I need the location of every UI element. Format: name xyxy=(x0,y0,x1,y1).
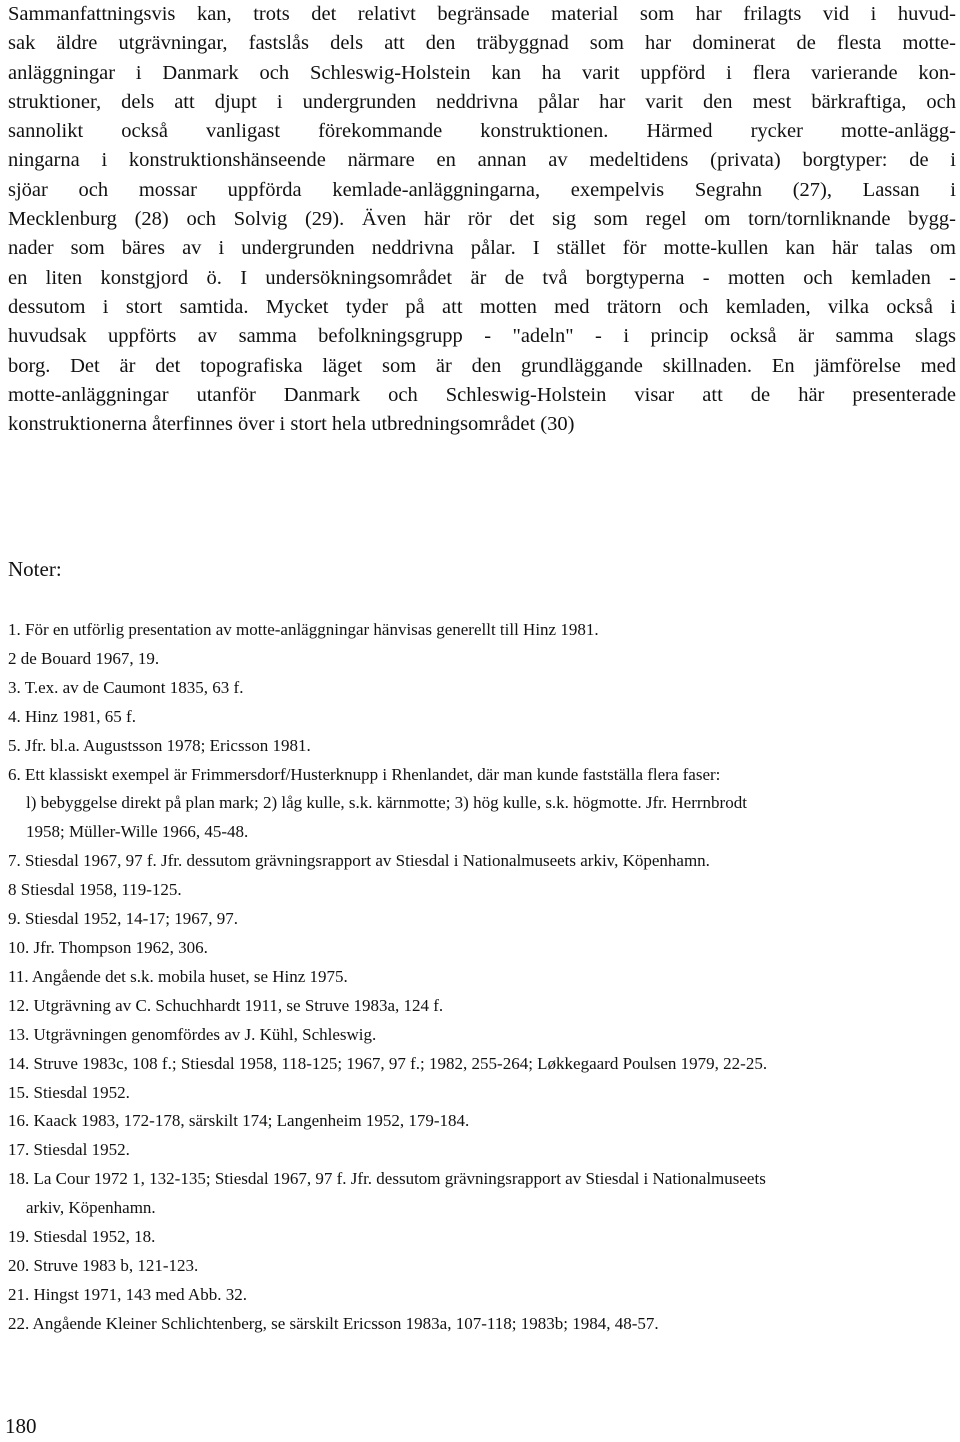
note-continuation-line: arkiv, Köpenhamn. xyxy=(26,1198,156,1218)
paragraph-line: sak äldre utgrävningar, fastslås dels att den träbyggnad som har dominerat de flesta motte- xyxy=(8,32,956,55)
note-line: 14. Struve 1983c, 108 f.; Stiesdal 1958, 118-125; 1967, 97 f.; 1982, 255-264; Løkkegaard Poulsen 1979, 22-25. xyxy=(8,1053,768,1073)
note-line: 2 de Bouard 1967, 19. xyxy=(8,648,160,668)
note-continuation-line: l) bebyggelse direkt på plan mark; 2) låg kulle, s.k. kärnmotte; 3) hög kulle, s.k. högmotte. Jfr. Herrnbrodt xyxy=(26,793,747,813)
note-line: 15. Stiesdal 1952. xyxy=(8,1082,130,1102)
note-line: 3. T.ex. av de Caumont 1835, 63 f. xyxy=(8,677,244,697)
note-line: 11. Angående det s.k. mobila huset, se Hinz 1975. xyxy=(8,966,348,986)
note-line: 22. Angående Kleiner Schlichtenberg, se särskilt Ericsson 1983a, 107-118; 1983b; 1984, 48-57. xyxy=(8,1313,659,1333)
note-line: 7. Stiesdal 1967, 97 f. Jfr. dessutom grävningsrapport av Stiesdal i Nationalmuseets arkiv, Köpenhamn. xyxy=(8,851,710,871)
note-line: 1. För en utförlig presentation av motte-anläggningar hänvisas generellt till Hinz 1981. xyxy=(8,620,599,639)
note-line: 16. Kaack 1983, 172-178, särskilt 174; Langenheim 1952, 179-184. xyxy=(8,1111,470,1131)
note-continuation-line: 1958; Müller-Wille 1966, 45-48. xyxy=(26,822,249,842)
paragraph-line: en liten konstgjord ö. I undersökningsområdet är de två borgtyperna - motten och kemladen - xyxy=(8,266,956,289)
note-line: 21. Hingst 1971, 143 med Abb. 32. xyxy=(8,1284,247,1304)
note-line: 8 Stiesdal 1958, 119-125. xyxy=(8,880,182,900)
paragraph-line: dessutom i stort samtida. Mycket tyder på att motten med trätorn och kemladen, vilka också i xyxy=(8,295,956,318)
note-line: 5. Jfr. bl.a. Augustsson 1978; Ericsson 1981. xyxy=(8,735,311,755)
paragraph-line: anläggningar i Danmark och Schleswig-Holstein kan ha varit uppförd i flera varierande kon- xyxy=(8,61,956,84)
paragraph-line: Sammanfattningsvis kan, trots det relativt begränsade material som har frilagts vid i huvud- xyxy=(8,3,956,25)
paragraph-line: sjöar och mossar uppförda kemlade-anläggningarna, exempelvis Segrahn (27), Lassan i xyxy=(8,178,956,201)
paragraph-line: sannolikt också vanligast förekommande konstruktionen. Härmed rycker motte-anlägg- xyxy=(8,120,956,143)
note-line: 4. Hinz 1981, 65 f. xyxy=(8,706,136,726)
note-line: 6. Ett klassiskt exempel är Frimmersdorf/Husterknupp i Rhenlandet, där man kunde fastställa flera faser: xyxy=(8,764,721,784)
paragraph-line: borg. Det är det topografiska läget som är den grundläggande skillnaden. En jämförelse med xyxy=(8,354,956,377)
note-line: 13. Utgrävningen genomfördes av J. Kühl, Schleswig. xyxy=(8,1024,377,1044)
note-line: 17. Stiesdal 1952. xyxy=(8,1140,130,1160)
main-paragraph xyxy=(8,0,956,439)
paragraph-line: motte-anläggningar utanför Danmark och Schleswig-Holstein visar att de här presenterade xyxy=(8,383,956,406)
paragraph-line: struktioner, dels att djupt i undergrunden neddrivna pålar har varit den mest bärkraftiga, och xyxy=(8,90,956,113)
notes-list xyxy=(8,616,948,1339)
note-line: 10. Jfr. Thompson 1962, 306. xyxy=(8,937,208,957)
paragraph-line: nader som bäres av i undergrunden neddrivna pålar. I stället för motte-kullen kan här talas om xyxy=(8,237,956,260)
paragraph-line: Mecklenburg (28) och Solvig (29). Även här rör det sig som regel om torn/tornliknande bygg- xyxy=(8,208,956,231)
notes-heading: Noter: xyxy=(8,557,62,581)
note-line: 12. Utgrävning av C. Schuchhardt 1911, se Struve 1983a, 124 f. xyxy=(8,995,444,1015)
paragraph-line: konstruktionerna återfinnes över i stort hela utbredningsområdet (30) xyxy=(8,413,575,436)
paragraph-line: ningarna i konstruktionshänseende närmare en annan av medeltidens (privata) borgtyper: de i xyxy=(8,149,956,172)
note-line: 9. Stiesdal 1952, 14-17; 1967, 97. xyxy=(8,909,238,929)
paragraph-line: huvudsak uppförts av samma befolkningsgrupp - "adeln" - i princip också är samma slags xyxy=(8,325,956,348)
page-number: 180 xyxy=(5,1414,37,1438)
note-line: 19. Stiesdal 1952, 18. xyxy=(8,1227,156,1247)
note-line: 18. La Cour 1972 1, 132-135; Stiesdal 1967, 97 f. Jfr. dessutom grävningsrapport av Stiesdal i Nationalmuseets xyxy=(8,1169,766,1189)
note-line: 20. Struve 1983 b, 121-123. xyxy=(8,1255,199,1275)
